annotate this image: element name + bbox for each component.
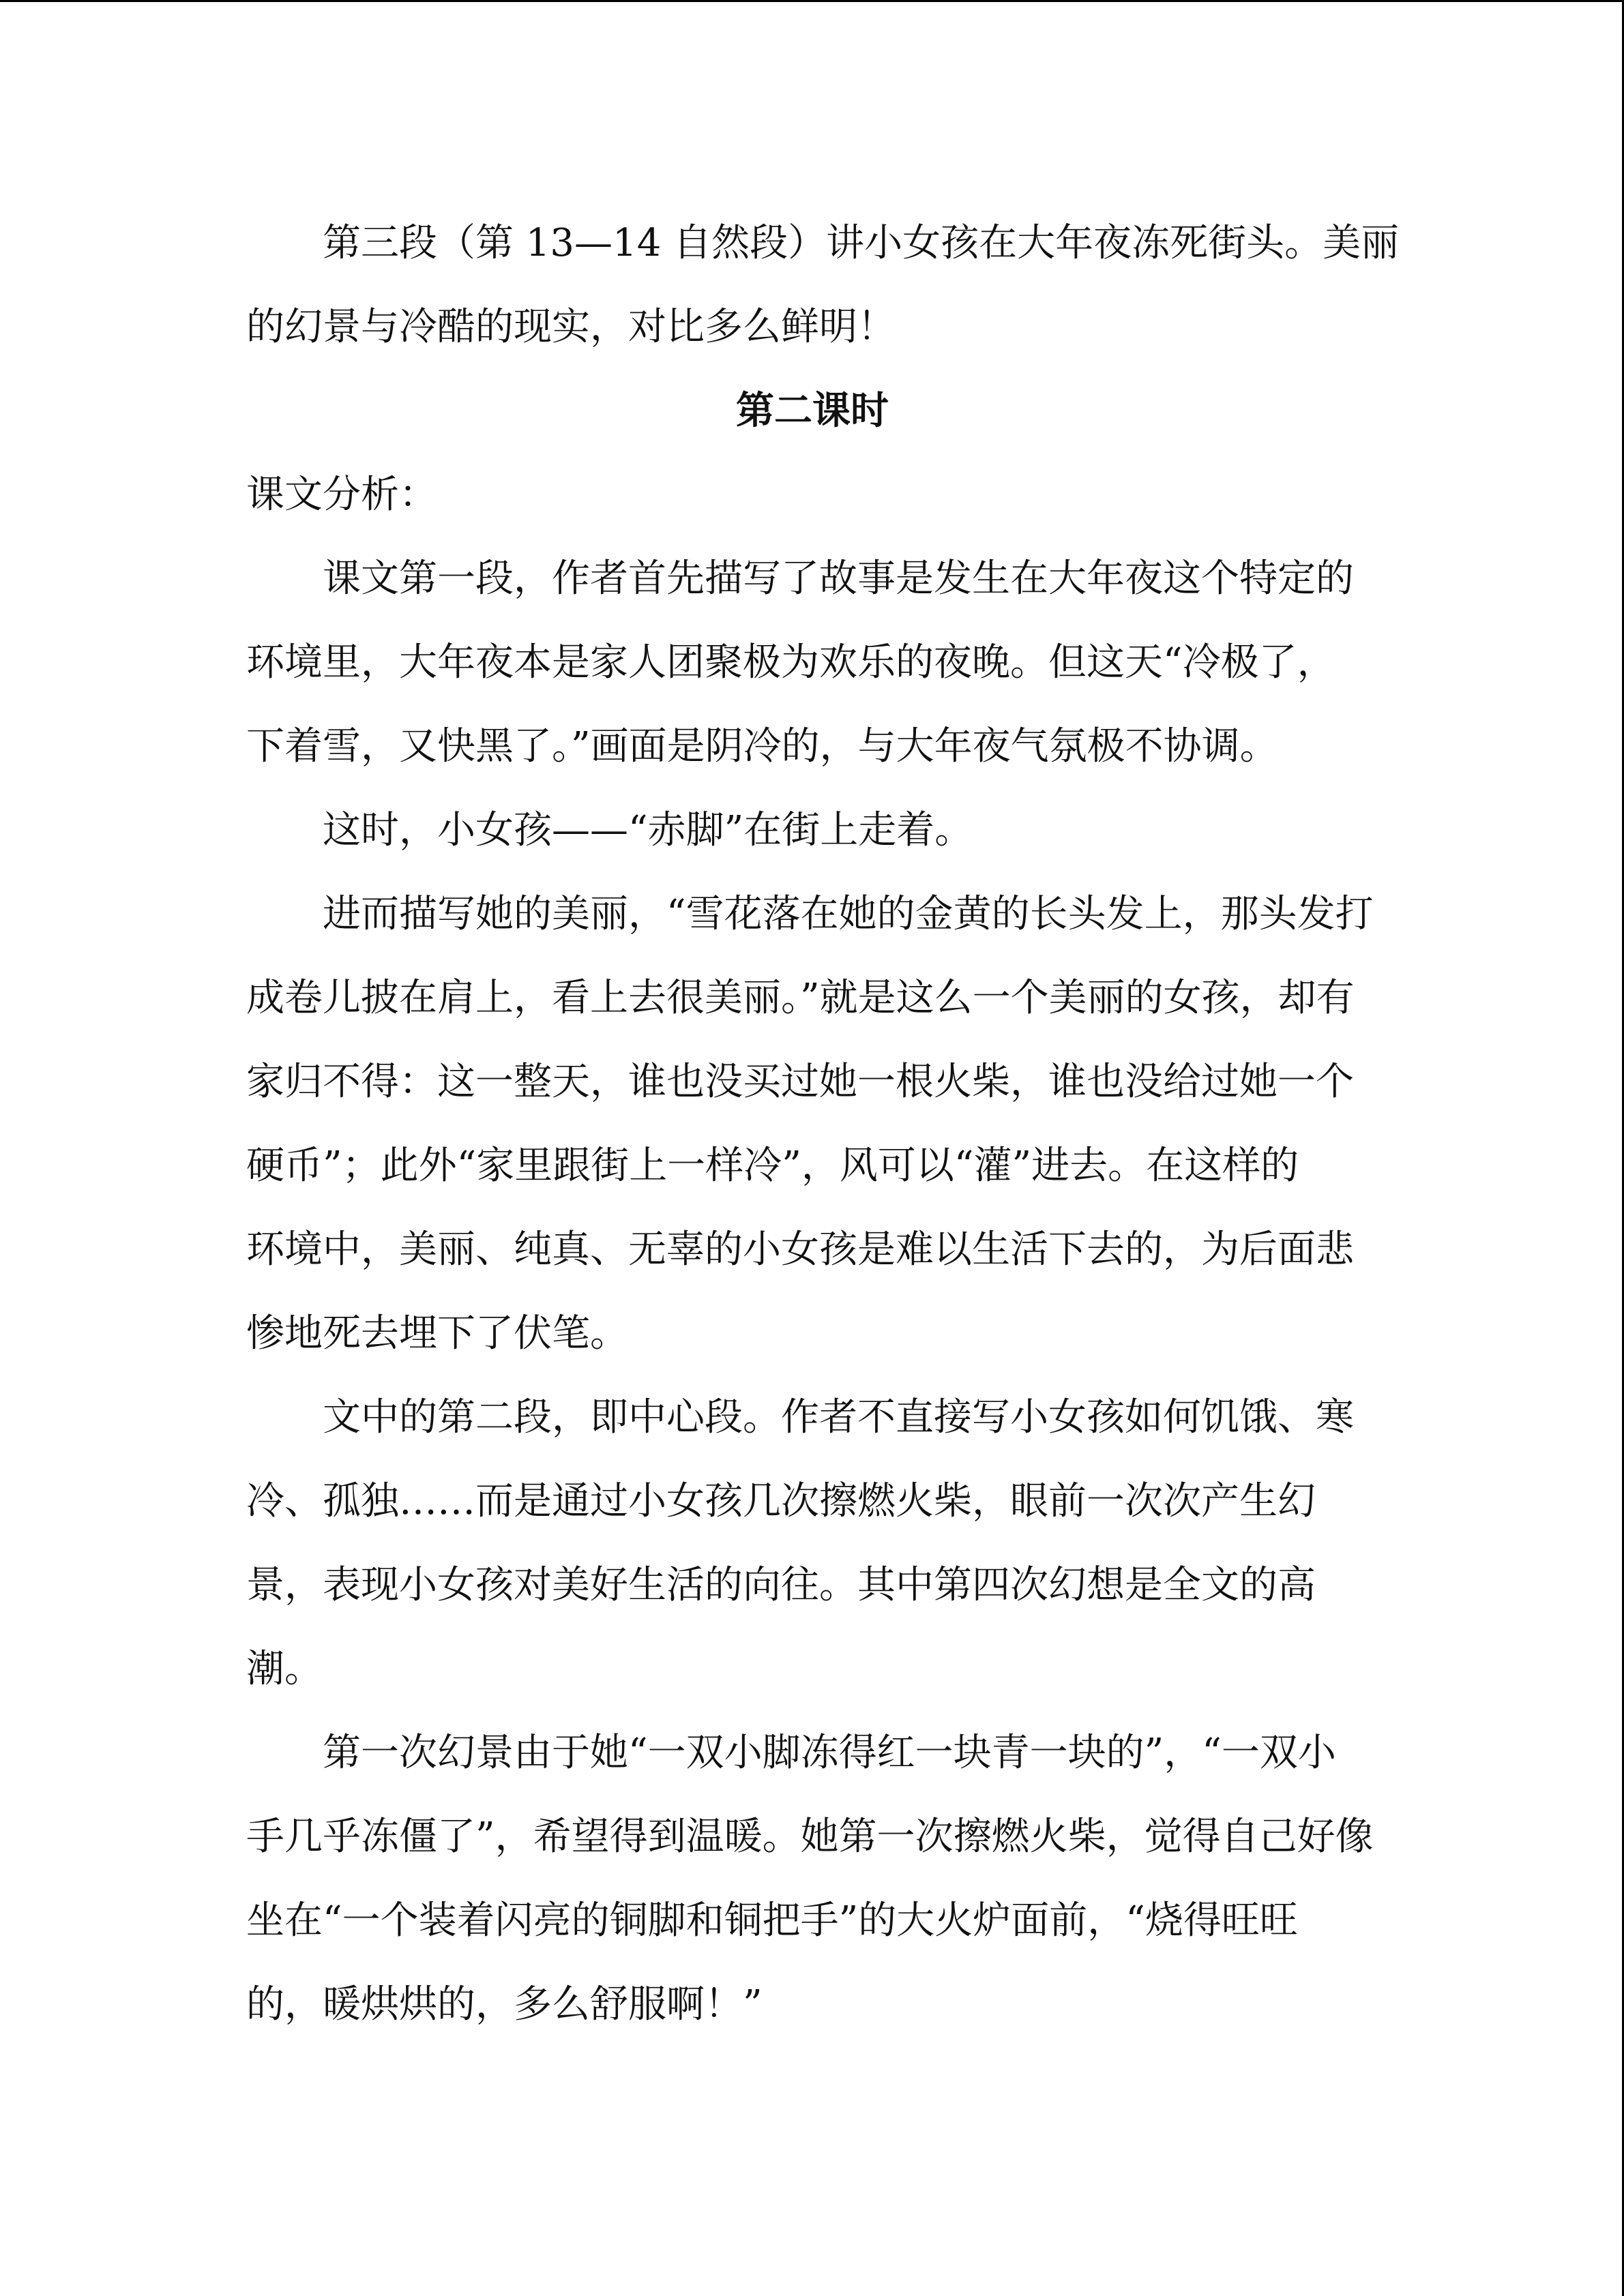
paragraph-line: 景，表现小女孩对美好生活的向往。其中第四次幻想是全文的高	[246, 1563, 1316, 1607]
paragraph-line: 手几乎冻僵了”，希望得到温暖。她第一次擦燃火柴，觉得自己好像	[246, 1815, 1374, 1859]
paragraph-line: 家归不得：这一整天，谁也没买过她一根火柴，谁也没给过她一个	[246, 1060, 1354, 1104]
paragraph-line: 冷、孤独……而是通过小女孩几次擦燃火柴，眼前一次次产生幻	[246, 1479, 1316, 1523]
paragraph-line: 潮。	[246, 1647, 323, 1691]
section-label: 课文分析：	[246, 473, 437, 517]
paragraph-line: 课文第一段，作者首先描写了故事是发生在大年夜这个特定的	[323, 556, 1354, 601]
paragraph-line: 进而描写她的美丽，“雪花落在她的金黄的长头发上，那头发打	[323, 892, 1374, 936]
paragraph-line: 环境里，大年夜本是家人团聚极为欢乐的夜晚。但这天“冷极了，	[246, 640, 1335, 685]
paragraph-line: 成卷儿披在肩上，看上去很美丽。”就是这么一个美丽的女孩，却有	[246, 976, 1355, 1020]
paragraph-line: 惨地死去埋下了伏笔。	[246, 1311, 628, 1356]
paragraph-line: 下着雪，又快黑了。”画面是阴冷的，与大年夜气氛极不协调。	[246, 724, 1278, 769]
paragraph-line: 第三段（第 13—14 自然段）讲小女孩在大年夜冻死街头。美丽	[323, 221, 1400, 265]
paragraph-line: 环境中，美丽、纯真、无辜的小女孩是难以生活下去的，为后面悲	[246, 1227, 1354, 1272]
document-body	[246, 201, 1400, 2046]
paragraph-line: 第一次幻景由于她“一双小脚冻得红一块青一块的”，“一双小	[323, 1731, 1336, 1775]
paragraph-line: 这时，小女孩——“赤脚”在街上走着。	[323, 808, 973, 852]
paragraph-line: 文中的第二段，即中心段。作者不直接写小女孩如何饥饿、寒	[323, 1395, 1354, 1440]
section-heading: 第二课时	[736, 389, 889, 433]
paragraph-line: 的，暖烘烘的，多么舒服啊！”	[246, 1982, 763, 2027]
paragraph-line: 硬币”；此外“家里跟街上一样冷”，风可以“灌”进去。在这样的	[246, 1144, 1299, 1188]
paragraph-line: 的幻景与冷酷的现实，对比多么鲜明！	[246, 305, 896, 349]
paragraph-line: 坐在“一个装着闪亮的铜脚和铜把手”的大火炉面前，“烧得旺旺	[246, 1898, 1298, 1943]
